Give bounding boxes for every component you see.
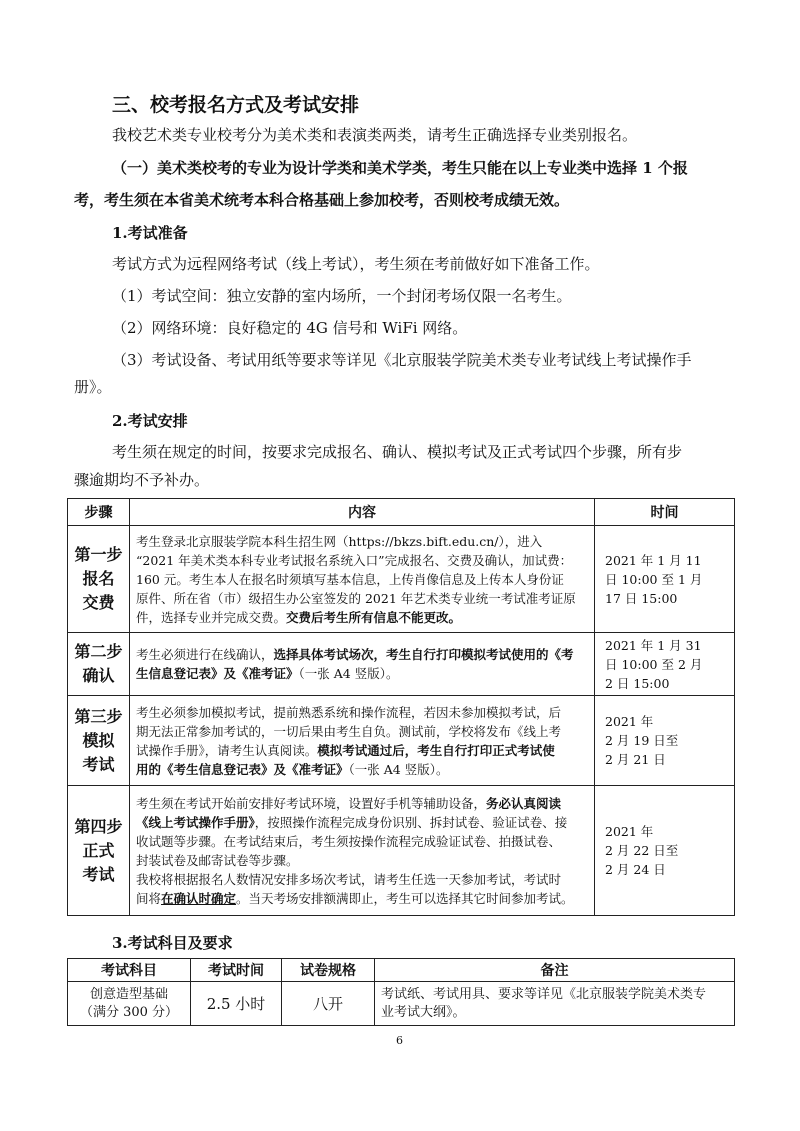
- content-underline: 在确认时确定: [161, 890, 237, 906]
- step-line: 第一步: [74, 545, 123, 564]
- time-cell: [595, 786, 735, 916]
- time-line: 2021 年 1 月 11: [605, 552, 702, 568]
- content-text: 间将: [136, 890, 162, 906]
- sub-heading-line-1: （一）美术类校考的专业为设计学类和美术学类，考生只能在以上专业类中选择 1 个报: [112, 159, 688, 177]
- header-paper: 试卷规格: [282, 959, 375, 982]
- section-title: 三、校考报名方式及考试安排: [112, 94, 360, 116]
- note-line: 业考试大纲》。: [381, 1004, 466, 1020]
- duration-cell: 2.5 小时: [191, 982, 282, 1026]
- content-line: 封装试卷及邮寄试卷等步骤。: [136, 852, 299, 868]
- header-note: 备注: [375, 959, 735, 982]
- schedule-table: [67, 498, 735, 916]
- page-number: 6: [396, 1034, 403, 1047]
- content-line: 我校将根据报名人数情况安排多场次考试，请考生任选一天参加考试，考试时: [136, 871, 562, 887]
- content-line: 收试题等步骤。在考试结束后，考生须按操作流程完成验证试卷、拍摄试卷、: [136, 833, 562, 849]
- arrange-intro-line-2: 骤逾期均不予补办。: [74, 471, 210, 489]
- time-line: 2 月 19 日至: [605, 733, 679, 748]
- time-line: 2 日 15:00: [605, 675, 670, 691]
- time-line: 2 月 21 日: [605, 752, 666, 767]
- subject-line: （满分 300 分）: [79, 1004, 179, 1020]
- time-line: 2 月 24 日: [605, 862, 666, 877]
- step-line: 第四步: [74, 816, 123, 836]
- content-emphasis: 生信息登记表》及《准考证》: [136, 666, 299, 681]
- header-duration: 考试时间: [191, 959, 282, 982]
- content-emphasis: 选择具体考试场次，考生自行打印模拟考试使用的《考: [273, 647, 574, 662]
- subjects-table: [67, 958, 735, 1026]
- content-emphasis: 用的《考生信息登记表》及《准考证》: [136, 761, 349, 777]
- content-cell: [130, 786, 595, 916]
- time-line: 日 10:00 至 1 月: [605, 571, 703, 587]
- content-line: “2021 年美术类本科专业考试报名系统入口”完成报名、交费及确认，加试费：: [136, 552, 573, 568]
- time-line: 2021 年: [605, 824, 654, 839]
- table-row: [68, 633, 735, 696]
- content-line: [136, 813, 588, 832]
- step-cell: [68, 696, 130, 786]
- time-cell: [595, 526, 735, 633]
- content-emphasis: 《线上考试操作手册》: [136, 814, 255, 830]
- step-line: 第三步: [74, 706, 123, 726]
- step-line: 报名: [82, 569, 115, 588]
- time-line: 2 月 22 日至: [605, 843, 679, 858]
- content-line: [136, 608, 588, 627]
- content-text: 考生必须进行在线确认，: [136, 647, 274, 662]
- intro-paragraph: 我校艺术类专业校考分为美术类和表演类两类，请考生正确选择专业类别报名。: [112, 126, 638, 144]
- subjects-heading: 3.考试科目及要求: [112, 934, 233, 952]
- step-cell: [68, 633, 130, 696]
- content-text: 。当天考场安排额满即止，考生可以选择其它时间参加考试。: [236, 890, 574, 906]
- step-line: 考试: [82, 864, 115, 884]
- header-content: 内容: [130, 499, 595, 526]
- content-line: [136, 794, 588, 813]
- content-text: （一张 A4 竖版）。: [348, 761, 449, 777]
- prep-item-1: （1）考试空间：独立安静的室内场所，一个封闭考场仅限一名考生。: [112, 287, 572, 305]
- content-line: 原件、所在省（市）级招生办公室签发的 2021 年艺术类专业统一考试准考证原: [136, 590, 576, 606]
- content-text: ，按照操作流程完成身份识别、拆封试卷、验证试卷、接: [254, 814, 568, 830]
- schedule-header-row: [68, 499, 735, 526]
- table-row: [68, 786, 735, 916]
- step-cell: [68, 786, 130, 916]
- time-cell: [595, 696, 735, 786]
- prep-heading: 1.考试准备: [112, 224, 188, 242]
- time-cell: [595, 633, 735, 696]
- paper-cell: 八开: [282, 982, 375, 1026]
- step-line: 交费: [82, 593, 115, 612]
- subject-cell: [68, 982, 191, 1026]
- subjects-header-row: [68, 959, 735, 982]
- content-cell: [130, 696, 595, 786]
- header-step: 步骤: [68, 499, 130, 526]
- table-row: [68, 526, 735, 633]
- content-line: [136, 741, 588, 760]
- content-text: 件，选择专业并完成交费。: [136, 609, 287, 625]
- arrange-heading: 2.考试安排: [112, 412, 188, 430]
- prep-item-3-line-2: 册》。: [74, 378, 112, 396]
- step-line: 考试: [82, 754, 115, 774]
- content-line: 考生登录北京服装学院本科生招生网（https://bkzs.bift.edu.cn/），进入: [136, 533, 543, 549]
- table-row: [68, 696, 735, 786]
- content-text: 试操作手册》，请考生认真阅读。: [136, 742, 318, 758]
- content-text: 考生须在考试开始前安排好考试环境，设置好手机等辅助设备，: [136, 795, 487, 811]
- time-line: 日 10:00 至 2 月: [605, 656, 703, 672]
- content-line: 期无法正常参加考试的，一切后果由考生自负。测试前，学校将发布《线上考: [136, 723, 562, 739]
- step-line: 正式: [82, 840, 115, 860]
- note-cell: [375, 982, 735, 1026]
- time-line: 2021 年: [605, 714, 654, 729]
- header-time: 时间: [595, 499, 735, 526]
- content-emphasis: 务必认真阅读: [486, 795, 562, 811]
- content-line: [136, 664, 588, 683]
- time-line: 2021 年 1 月 31: [605, 637, 702, 653]
- prep-intro: 考试方式为远程网络考试（线上考试），考生须在考前做好如下准备工作。: [112, 255, 600, 273]
- content-cell: [130, 633, 595, 696]
- note-line: 考试纸、考试用具、要求等详见《北京服装学院美术类专: [381, 986, 707, 1002]
- prep-item-2: （2）网络环境：良好稳定的 4G 信号和 WiFi 网络。: [112, 319, 468, 337]
- step-line: 第二步: [74, 642, 123, 661]
- content-line: 160 元。考生本人在报名时须填写基本信息，上传肖像信息及上传本人身份证: [136, 571, 564, 587]
- content-line: 考生必须参加模拟考试，提前熟悉系统和操作流程，若因未参加模拟考试，后: [136, 704, 562, 720]
- step-line: 确认: [82, 666, 115, 685]
- content-emphasis: 交费后考生所有信息不能更改。: [286, 609, 462, 625]
- content-line: [136, 760, 588, 779]
- prep-item-3-line-1: （3）考试设备、考试用纸等要求等详见《北京服装学院美术类专业考试线上考试操作手: [112, 351, 692, 369]
- content-text: （一张 A4 竖版）。: [298, 666, 399, 681]
- content-cell: [130, 526, 595, 633]
- arrange-intro-line-1: 考生须在规定的时间，按要求完成报名、确认、模拟考试及正式考试四个步骤，所有步: [112, 443, 683, 461]
- sub-heading-line-2: 考，考生须在本省美术统考本科合格基础上参加校考，否则校考成绩无效。: [74, 191, 570, 209]
- header-subject: 考试科目: [68, 959, 191, 982]
- step-cell: [68, 526, 130, 633]
- subject-line: 创意造型基础: [89, 986, 168, 1002]
- content-line: [136, 645, 588, 664]
- content-emphasis: 模拟考试通过后，考生自行打印正式考试使: [317, 742, 555, 758]
- table-row: [68, 982, 735, 1026]
- time-line: 17 日 15:00: [605, 590, 678, 606]
- content-line: [136, 889, 588, 908]
- step-line: 模拟: [82, 730, 115, 750]
